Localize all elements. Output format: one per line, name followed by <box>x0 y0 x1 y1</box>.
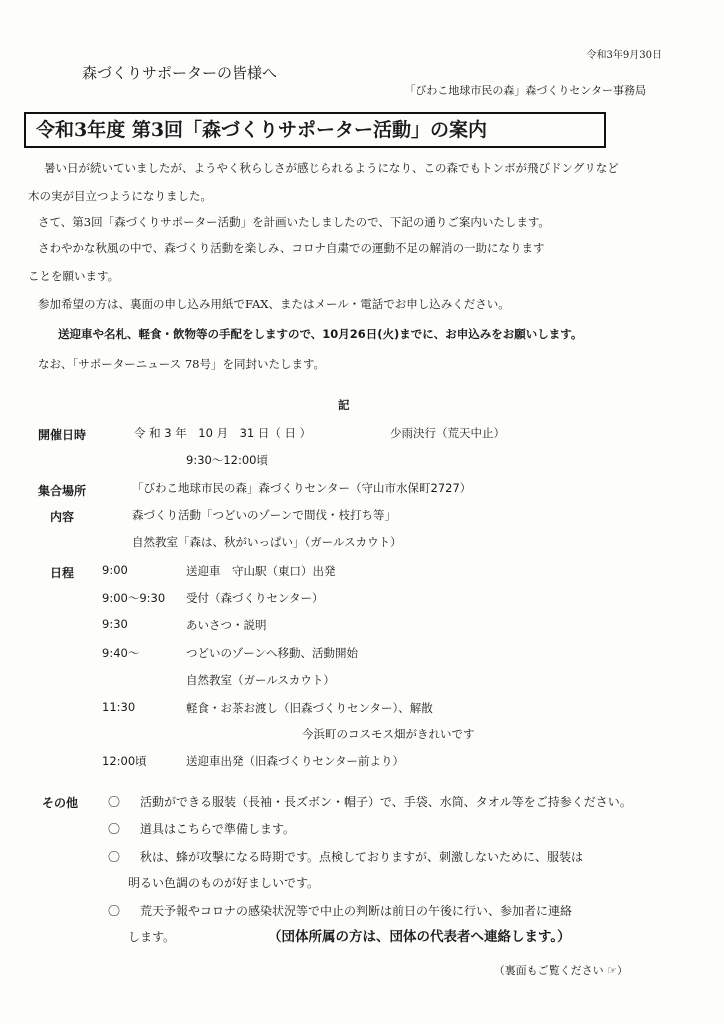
schedule-label: 日程 <box>50 566 75 580</box>
intro-line-3: さて、第3回「森づくりサポーター活動」を計画いたしましたので、下記の通りご案内いたします。 <box>38 215 550 229</box>
others-item-2: 道具はこちらで準備します。 <box>140 822 295 836</box>
schedule-time: 9:00〜9:30 <box>102 591 166 605</box>
intro-line-6: 参加希望の方は、裏面の申し込み用紙でFAX、またはメール・電話でお申し込みください。 <box>38 297 510 311</box>
bullet-icon: 〇 <box>108 904 121 918</box>
others-item-1: 活動ができる服装（長袖・長ズボン・帽子）で、手袋、水筒、タオル等をご持参ください。 <box>140 795 632 809</box>
others-item-3: 秋は、蜂が攻撃になる時期です。点検しておりますが、刺激しないために、服装は <box>140 850 584 864</box>
schedule-event: 送迎車出発（旧森づくりセンター前より） <box>186 754 405 768</box>
intro-line-4: さわやかな秋風の中で、森づくり活動を楽しみ、コロナ自粛での運動不足の解消の一助になります <box>38 241 545 255</box>
schedule-event: 軽食・お茶お渡し（旧森づくりセンター）、解散 <box>186 701 433 715</box>
weather-note: 少雨決行（荒天中止） <box>390 426 505 440</box>
see-reverse-note: （裏面もご覧ください ☞） <box>493 964 628 977</box>
time-range: 9:30〜12:00頃 <box>186 453 268 467</box>
group-note: （団体所属の方は、団体の代表者へ連絡します。） <box>268 929 571 945</box>
salutation: 森づくりサポーターの皆様へ <box>82 64 278 82</box>
place-value: 「びわこ地球市民の森」森づくりセンター（守山市水保町2727） <box>132 481 472 495</box>
others-label: その他 <box>42 796 79 810</box>
document-date: 令和3年9月30日 <box>586 50 662 61</box>
intro-line-7-bold: 送迎車や名札、軽食・飲物等の手配をしますので、10月26日(火)までに、お申込みをお願いします。 <box>58 327 583 341</box>
others-item-4: 荒天予報やコロナの感染状況等で中止の判断は前日の午後に行い、参加者に連絡 <box>140 904 573 918</box>
intro-line-8: なお、「サポーターニュース 78号」を同封いたします。 <box>38 357 326 371</box>
schedule-event: あいさつ・説明 <box>186 618 267 632</box>
schedule-time: 12:00頃 <box>102 754 147 768</box>
schedule-time: 11:30 <box>102 700 136 714</box>
content-label: 内容 <box>50 510 75 524</box>
schedule-event: 送迎車 守山駅（東口）出発 <box>186 564 336 578</box>
datetime-label: 開催日時 <box>38 428 87 442</box>
place-label: 集合場所 <box>38 484 87 498</box>
schedule-event: つどいのゾーンへ移動、活動開始 <box>186 646 359 660</box>
content-item-1: 森づくり活動「つどいのゾーンで間伐・枝打ち等」 <box>132 508 397 522</box>
others-item-4-cont: します。 <box>128 930 176 944</box>
intro-line-5: ことを願います。 <box>28 269 120 283</box>
schedule-time: 9:30 <box>102 617 128 631</box>
schedule-note: 今浜町のコスモス畑がきれいです <box>302 727 475 741</box>
others-item-3-cont: 明るい色調のものが好ましいです。 <box>128 876 320 890</box>
schedule-time: 9:40〜 <box>102 646 140 660</box>
intro-line-2: 木の実が目立つようになりました。 <box>28 189 212 203</box>
schedule-event: 受付（森づくりセンター） <box>186 591 324 605</box>
intro-line-1: 暑い日が続いていましたが、ようやく秋らしさが感じられるようになり、この森でもトンボが飛びドングリなど <box>44 161 619 175</box>
schedule-event: 自然教室（ガールスカウト） <box>186 673 335 687</box>
bullet-icon: 〇 <box>108 795 121 809</box>
document-title: 令和3年度 第3回「森づくりサポーター活動」の案内 <box>24 112 606 148</box>
bullet-icon: 〇 <box>108 850 121 864</box>
schedule-time: 9:00 <box>102 563 128 577</box>
sender-organization: 「びわこ地球市民の森」森づくりセンター事務局 <box>404 84 646 97</box>
content-item-2: 自然教室「森は、秋がいっぱい」（ガールスカウト） <box>132 535 402 549</box>
datetime-value: 令 和 3 年 10 月 31 日（ 日 ） <box>134 426 312 440</box>
ki-heading: 記 <box>338 398 350 412</box>
bullet-icon: 〇 <box>108 822 121 836</box>
